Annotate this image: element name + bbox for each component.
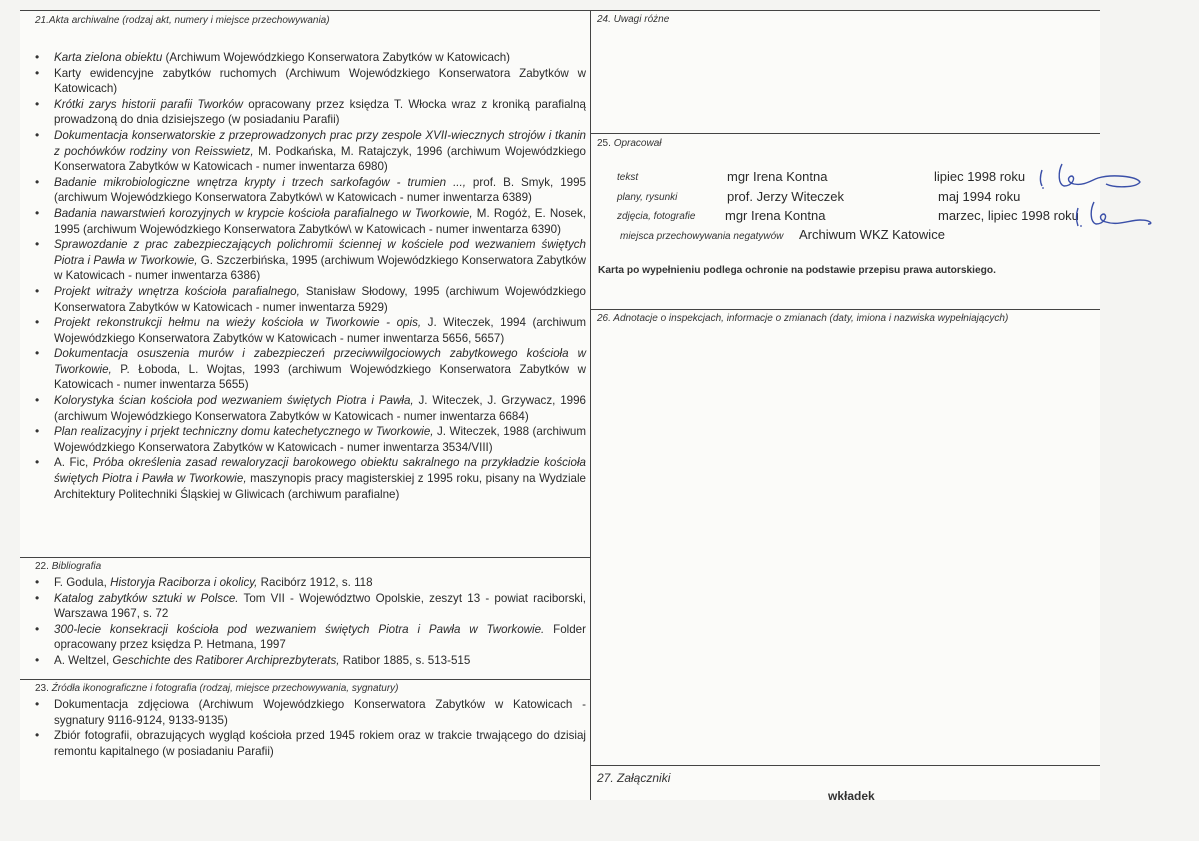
attachments-value: wkładek (828, 789, 875, 803)
list-item (32, 346, 586, 393)
list-item-pre: F. Godula, (54, 576, 111, 589)
signature-mark (1032, 158, 1152, 194)
column-divider (590, 10, 591, 800)
list-item-it: Kolorystyka ścian kościoła pod wezwaniem świętych Piotra i Pawła, (54, 394, 414, 408)
section-22-label: 22. Bibliografia (35, 561, 102, 572)
list-item-it: 300-lecie konsekracji kościoła pod wezwaniem świętych Piotra i Pawła w Tworkowie. (54, 622, 545, 636)
list-item-it: Projekt rekonstrukcji hełmu na wieży kościoła w Tworkowie - opis, (54, 316, 422, 330)
credit-label-plans: plany, rysunki (617, 192, 678, 203)
list-item-it: Krótki zarys historii parafii Tworków (54, 97, 244, 111)
credit-name-photos: mgr Irena Kontna (725, 208, 826, 223)
list-item (32, 393, 586, 424)
list-item (32, 128, 586, 175)
list-item-it: Historyja Raciborza i okolicy, (110, 576, 258, 589)
list-item (32, 237, 586, 284)
signature-mark (1068, 196, 1168, 232)
list-item (32, 284, 586, 315)
list-item-post: M. Podkańska, M. Ratajczyk, 1996 (archiwum Wojewódzkiego Konserwatora Zabytków w Katowicach - numer inwentarza 6980) (54, 144, 586, 174)
list-item-pre: A. Weltzel, (54, 653, 113, 667)
copyright-notice: Karta po wypełnieniu podlega ochronie na podstawie przepisu prawa autorskiego. (598, 265, 996, 276)
list-item (32, 66, 586, 97)
list-item-it: Sprawozdanie z prac zabezpieczających polichromii ściennej w kościele pod wezwaniem świętych Piotra i Pawła w Tworkowie, (54, 238, 586, 267)
list-item-it: Badania nawarstwień korozyjnych w krypcie kościoła parafialnego w Tworkowie, (54, 206, 473, 220)
rule-25 (590, 133, 1100, 134)
list-item (32, 50, 586, 66)
list-item-pre: Zbiór fotografii, obrazujących wygląd kościoła przed 1945 rokiem oraz w trakcie trwającego do dzisiaj remontu kapitalnego (w posiadaniu Parafii) (54, 729, 586, 758)
section-24-label: 24. Uwagi różne (597, 14, 670, 25)
credit-date-text: lipiec 1998 roku (934, 169, 1026, 184)
list-item-pre: Karty ewidencyjne zabytków ruchomych (Archiwum Wojewódzkiego Konserwatora Zabytków w Katowicach) (54, 66, 586, 96)
section-26-label: 26. Adnotacje o inspekcjach, informacje o zmianach (daty, imiona i nazwiska wypełniających) (597, 313, 1009, 324)
list-item (32, 175, 586, 206)
credit-name-text: mgr Irena Kontna (727, 169, 828, 184)
list-item-post: M. Rogóż, E. Nosek, 1995 (archiwum Wojewódzkiego Konserwatora Zabytków\ w Katowicach - numer inwentarza 6390) (54, 206, 586, 236)
list-item-post: Folder opracowany przez księdza P. Hetmana, 1997 (54, 622, 586, 652)
document-page (20, 10, 1100, 803)
section-22-list (32, 575, 586, 669)
list-item (32, 424, 586, 455)
section-25-label: 25. Opracował (597, 138, 662, 149)
credit-date-photos: marzec, lipiec 1998 roku (938, 208, 1079, 223)
list-item (32, 97, 586, 128)
list-item-it: Projekt witraży wnętrza kościoła parafialnego, (54, 284, 300, 298)
list-item-post: maszynopis pracy magisterskiej z 1995 roku, pisany na Wydziale Architektury Politechniki Śląskiej w Gliwicach (archiwum parafialne) (54, 472, 587, 501)
rule-23 (20, 679, 590, 680)
list-item-it: Badanie mikrobiologiczne wnętrza krypty i trzech sarkofagów - trumien ..., (54, 175, 466, 189)
list-item-it: Karta zielona obiektu (54, 51, 163, 64)
list-item-post: Racibórz 1912, s. 118 (257, 576, 373, 589)
list-item-it: Plan realizacyjny i prjekt techniczny domu katechetycznego w Tworkowie, (54, 425, 434, 439)
section-23-label: 23. Źródła ikonograficzne i fotografia (rodzaj, miejsce przechowywania, sygnatury) (35, 683, 399, 694)
credit-label-text: tekst (617, 172, 639, 183)
list-item-post: prof. B. Smyk, 1995 (archiwum Wojewódzkiego Konserwatora Zabytków\ w Katowicach - numer inwentarza 6389) (54, 175, 586, 205)
list-item (32, 697, 586, 728)
list-item-post: P. Łoboda, L. Wojtas, 1993 (archiwum Wojewódzkiego Konserwatora Zabytków w Katowicach - numer inwentarza 5655) (54, 362, 586, 392)
rule-26 (590, 309, 1100, 310)
top-rule (20, 10, 1100, 11)
credit-name-plans: prof. Jerzy Witeczek (727, 189, 845, 204)
credit-label-photos: zdjęcia, fotografie (617, 211, 696, 222)
list-item-it: Dokumentacja konserwatorskie z przeprowadzonych prac przy zespole XVII-wiecznych strojów i tkanin z pochówków rodziny von Reisswietz, (54, 128, 586, 158)
section-23-list (32, 697, 586, 759)
list-item (32, 591, 586, 622)
list-item-it: Próba określenia zasad rewaloryzacji barokowego obiektu sakralnego na przykładzie kościoła świętych Piotra i Pawła w Tworkowie, (54, 456, 586, 486)
list-item (32, 455, 586, 502)
list-item-it: Katalog zabytków sztuki w Polsce. (54, 591, 239, 605)
list-item-it: Geschichte des Ratiborer Archiprezbyterats, (112, 653, 340, 667)
list-item-post: opracowany przez księdza T. Włocka wraz z kroniką parafialną prowadzoną do dnia dzisiejszego (w posiadaniu Parafii) (54, 97, 586, 127)
list-item-post: G. Szczerbińska, 1995 (archiwum Wojewódzkiego Konserwatora Zabytków w Katowicach - numer inwentarza 6386) (54, 253, 586, 283)
list-item-post: J. Witeczek, J. Grzywacz, 1996 (archiwum Wojewódzkiego Konserwatora Zabytków w Katowicach - numer inwentarza 6684) (54, 394, 587, 423)
list-item-post: J. Witeczek, 1988 (archiwum Wojewódzkiego Konserwatora Zabytków w Katowicach - numer inwentarza 3534/VIII) (54, 425, 586, 454)
negatives-value: Archiwum WKZ Katowice (799, 227, 945, 242)
list-item-it: Dokumentacja osuszenia murów i zabezpieczeń przeciwwilgociowych zabytkowego kościoła w Tworkowie, (54, 347, 586, 376)
list-item-pre: A. Fic, (54, 456, 93, 470)
list-item-post: Tom VII - Województwo Opolskie, zeszyt 13 - powiat raciborski, Warszawa 1967, s. 72 (54, 591, 586, 621)
list-item-post: J. Witeczek, 1994 (archiwum Wojewódzkiego Konserwatora Zabytków w Katowicach - numer inwentarza 5656, 5657) (54, 316, 586, 345)
list-item-pre: Dokumentacja zdjęciowa (Archiwum Wojewódzkiego Konserwatora Zabytków w Katowicach - sygnatury 9116-9124, 9133-9135) (54, 698, 586, 727)
list-item (32, 653, 586, 669)
list-item-post: Stanisław Słodowy, 1995 (archiwum Wojewódzkiego Konserwatora Zabytków w Katowicach - numer inwentarza 5929) (54, 284, 586, 314)
list-item (32, 622, 586, 653)
list-item (32, 728, 586, 759)
section-21-label: 21.Akta archiwalne (rodzaj akt, numery i miejsce przechowywania) (35, 15, 330, 26)
credit-date-plans: maj 1994 roku (938, 189, 1021, 204)
rule-27 (590, 765, 1100, 766)
section-21-list (32, 50, 586, 502)
negatives-label: miejsca przechowywania negatywów (620, 231, 784, 242)
rule-22 (20, 557, 590, 558)
list-item-post: Ratibor 1885, s. 513-515 (339, 653, 471, 667)
list-item-post: (Archiwum Wojewódzkiego Konserwatora Zabytków w Katowicach) (162, 51, 511, 64)
section-27-label: 27. Załączniki (597, 771, 671, 785)
list-item (32, 206, 586, 237)
list-item (32, 315, 586, 346)
list-item (32, 575, 586, 591)
